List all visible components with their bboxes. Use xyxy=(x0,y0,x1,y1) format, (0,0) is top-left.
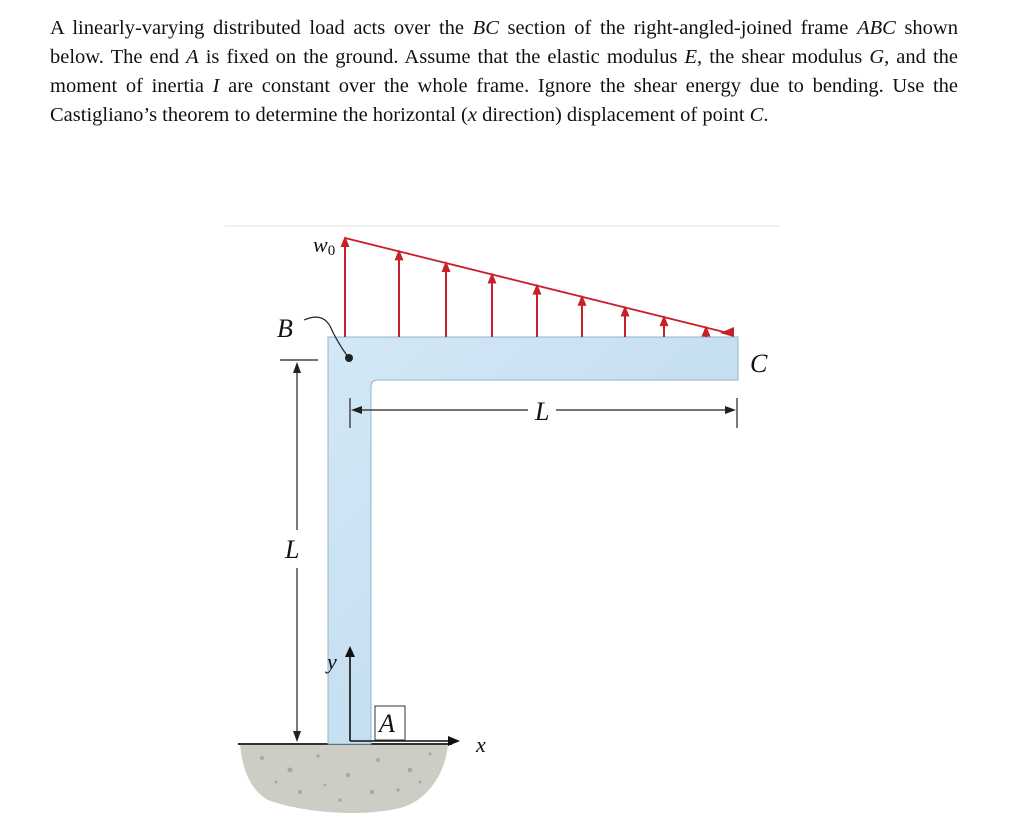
length-vertical-label: L xyxy=(285,535,300,564)
symbol: E xyxy=(684,46,698,68)
statement-text: , and the moment of inertia xyxy=(50,46,958,97)
statement-text: , the shear modulus xyxy=(697,46,870,68)
statement-text: direction) displacement of point xyxy=(476,104,750,126)
symbol: C xyxy=(749,104,764,126)
point-b-marker xyxy=(345,354,353,362)
symbol: G xyxy=(869,46,885,68)
statement-text: . xyxy=(763,104,769,126)
statement-text: shown below. The end xyxy=(50,17,958,68)
statement-text: section of the right-angled-joined frame xyxy=(498,17,858,39)
axis-y-label: y xyxy=(327,649,337,674)
symbol: BC xyxy=(472,17,499,39)
statement-text: are constant over the whole frame. Ignore the shear energy due to bending. Use the Castigliano’s theorem to determine the horizontal ( xyxy=(50,75,958,126)
symbol: x xyxy=(467,104,477,126)
point-c-label: C xyxy=(750,349,768,378)
symbol: ABC xyxy=(857,17,896,39)
point-a-label: A xyxy=(379,709,395,738)
statement-text: is fixed on the ground. Assume that the elastic modulus xyxy=(198,46,685,68)
length-horizontal-label: L xyxy=(535,397,550,426)
point-b-label: B xyxy=(277,314,293,343)
symbol: I xyxy=(212,75,220,97)
statement-text: A linearly-varying distributed load acts over the xyxy=(50,17,473,39)
symbol: A xyxy=(186,46,199,68)
axis-x-label: x xyxy=(476,732,486,757)
load-label: w0 xyxy=(313,232,336,259)
